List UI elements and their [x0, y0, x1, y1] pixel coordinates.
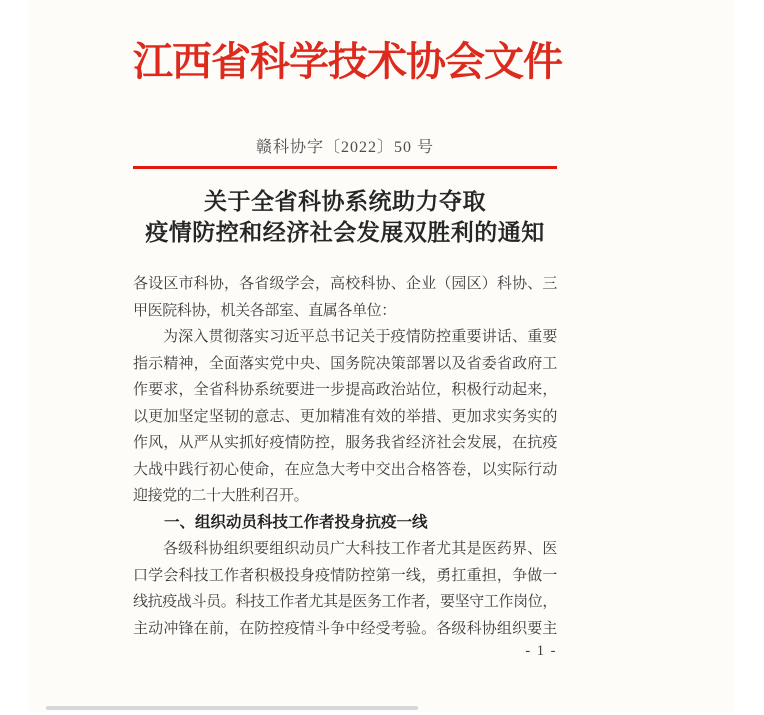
document-title: [133, 186, 557, 248]
body-line: 指示精神，全面落实党中央、国务院决策部署以及省委省政府工: [133, 355, 557, 372]
title-line-2: 疫情防控和经济社会发展双胜利的通知: [145, 220, 545, 245]
body-line: 口学会科技工作者积极投身疫情防控第一线，勇扛重担，争做一: [133, 567, 557, 584]
body-line: 甲医院科协，机关各部室、直属各单位：: [133, 302, 396, 319]
body-line: 作风，从严从实抓好疫情防控，服务我省经济社会发展，在抗疫: [133, 435, 557, 451]
body-line: 各设区市科协，各省级学会，高校科协、企业（园区）科协、三: [133, 276, 557, 292]
body-line: 为深入贯彻落实习近平总书记关于疫情防控重要讲话、重要: [163, 329, 557, 345]
body-line: 线抗疫战斗员。科技工作者尤其是医务工作者，要坚守工作岗位，: [133, 594, 557, 610]
document-masthead: 江西省科学技术协会文件: [133, 39, 562, 84]
body-line: 迎接党的二十大胜利召开。: [133, 488, 309, 504]
section-heading: 一、组织动员科技工作者投身抗疫一线: [164, 513, 428, 531]
document-number: 赣科协字〔2022〕50 号: [255, 139, 434, 156]
body-line: 主动冲锋在前，在防控疫情斗争中经受考验。各级科协组织要主: [133, 620, 557, 637]
document-body: [133, 271, 557, 642]
body-line: 大战中践行初心使命，在应急大考中交出合格答卷，以实际行动: [133, 461, 557, 478]
body-line: 各级科协组织要组织动员广大科技工作者尤其是医药界、医: [163, 541, 557, 557]
page-number: - 1 -: [525, 643, 557, 659]
body-line: 作要求，全省科协系统要进一步提高政治站位，积极行动起来，: [133, 382, 557, 398]
title-line-1: 关于全省科协系统助力夺取: [204, 189, 486, 214]
paper-bottom-shadow: [46, 706, 418, 710]
red-divider-line: [133, 166, 557, 169]
scanned-document-page: [133, 0, 562, 660]
body-line: 以更加坚定坚韧的意志、更加精准有效的举措、更加求实务实的: [133, 408, 557, 425]
